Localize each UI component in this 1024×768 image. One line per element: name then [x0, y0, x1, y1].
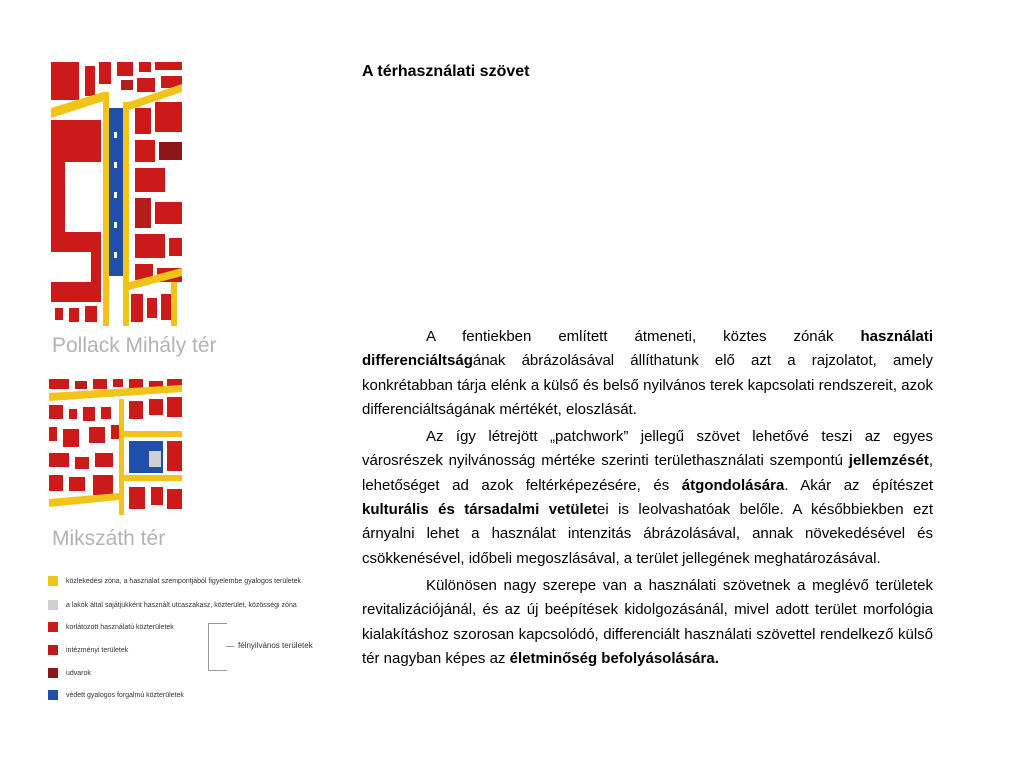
bold-text: használati differenciáltság	[362, 328, 933, 370]
bold-text: jellemzését	[848, 452, 929, 470]
bold-text: életminőség befolyásolására.	[509, 649, 719, 667]
text-run: Különösen nagy szerepe van a használati szövetnek a meglévő területek revitalizációjánál, és az új beépítések kidolgozásánál, mivel adott terület morfológia kialakításhoz szorosan kapcsolódó, differenciált használati szövettel rendelkező külső tér nagyban képes az	[362, 576, 933, 667]
text-run: . Akár az építészet	[784, 476, 933, 494]
legend-item	[48, 575, 301, 587]
legend-group-brace	[208, 623, 227, 671]
pollack-mihaly-ter-caption: Pollack Mihály tér	[52, 334, 217, 357]
legend-swatch	[48, 600, 58, 610]
body-text	[362, 325, 933, 674]
legend-label: intézményi területek	[66, 646, 129, 654]
map-legend	[48, 575, 348, 710]
mikszath-map-drawing	[49, 379, 182, 515]
text-run: Az így létrejött „patchwork” jellegű szövet lehetővé teszi az egyes városrészek nyilvánosság mértéke szerinti területhasználati szempontú	[362, 428, 933, 470]
legend-group-label: félnyilvános területek	[238, 641, 313, 650]
body-paragraph	[362, 425, 933, 571]
legend-swatch	[48, 622, 58, 632]
legend-item	[48, 667, 91, 679]
legend-item	[48, 644, 128, 656]
legend-swatch	[48, 576, 58, 586]
legend-item	[48, 621, 174, 633]
legend-label: a lakók által sajátjukként használt utcaszakasz, közterület, közösségi zóna	[66, 601, 297, 609]
text-run: ei is leolvashatóak belőle. A későbbiekben ezt árnyalni lehet a használat intenzitás ábrázolásával, annak növekedésével és csökkenésével, időbeli megoszlásával, a terület jellegének meghatározásával.	[362, 501, 933, 567]
pollack-mihaly-ter-map	[51, 62, 182, 326]
legend-item	[48, 689, 184, 701]
text-run: A fentiekben említett átmeneti, köztes zónák	[426, 328, 861, 345]
body-paragraph	[362, 325, 933, 422]
bold-text: kulturális és társadalmi vetület	[362, 501, 598, 519]
legend-swatch	[48, 690, 58, 700]
legend-group-brace-tick	[226, 646, 234, 647]
legend-swatch	[48, 668, 58, 678]
text-run: ának ábrázolásával állíthatunk elő azt a rajzolatot, amely konkrétabban tárja elénk a külső és belső nyilvános terek kapcsolati rendszereit, azok differenciáltságának mértékét, eloszlását.	[362, 352, 933, 418]
legend-label: védett gyalogos forgalmú közterületek	[66, 691, 184, 699]
legend-item	[48, 599, 297, 611]
bold-text: átgondolására	[681, 476, 785, 494]
legend-label: udvarok	[66, 669, 91, 677]
pollack-map-drawing	[51, 62, 182, 326]
page-title: A térhasználati szövet	[362, 63, 530, 80]
body-paragraph	[362, 574, 933, 671]
legend-label: korlátozott használatú közterületek	[66, 623, 174, 631]
mikszath-ter-caption: Mikszáth tér	[52, 527, 166, 550]
text-run: , lehetőséget ad azok feltérképezésére, és	[362, 452, 933, 494]
legend-label: közlekedési zóna, a használat szempontjából figyelembe gyalogos területek	[66, 577, 302, 585]
legend-swatch	[48, 645, 58, 655]
mikszath-ter-map	[49, 379, 182, 515]
